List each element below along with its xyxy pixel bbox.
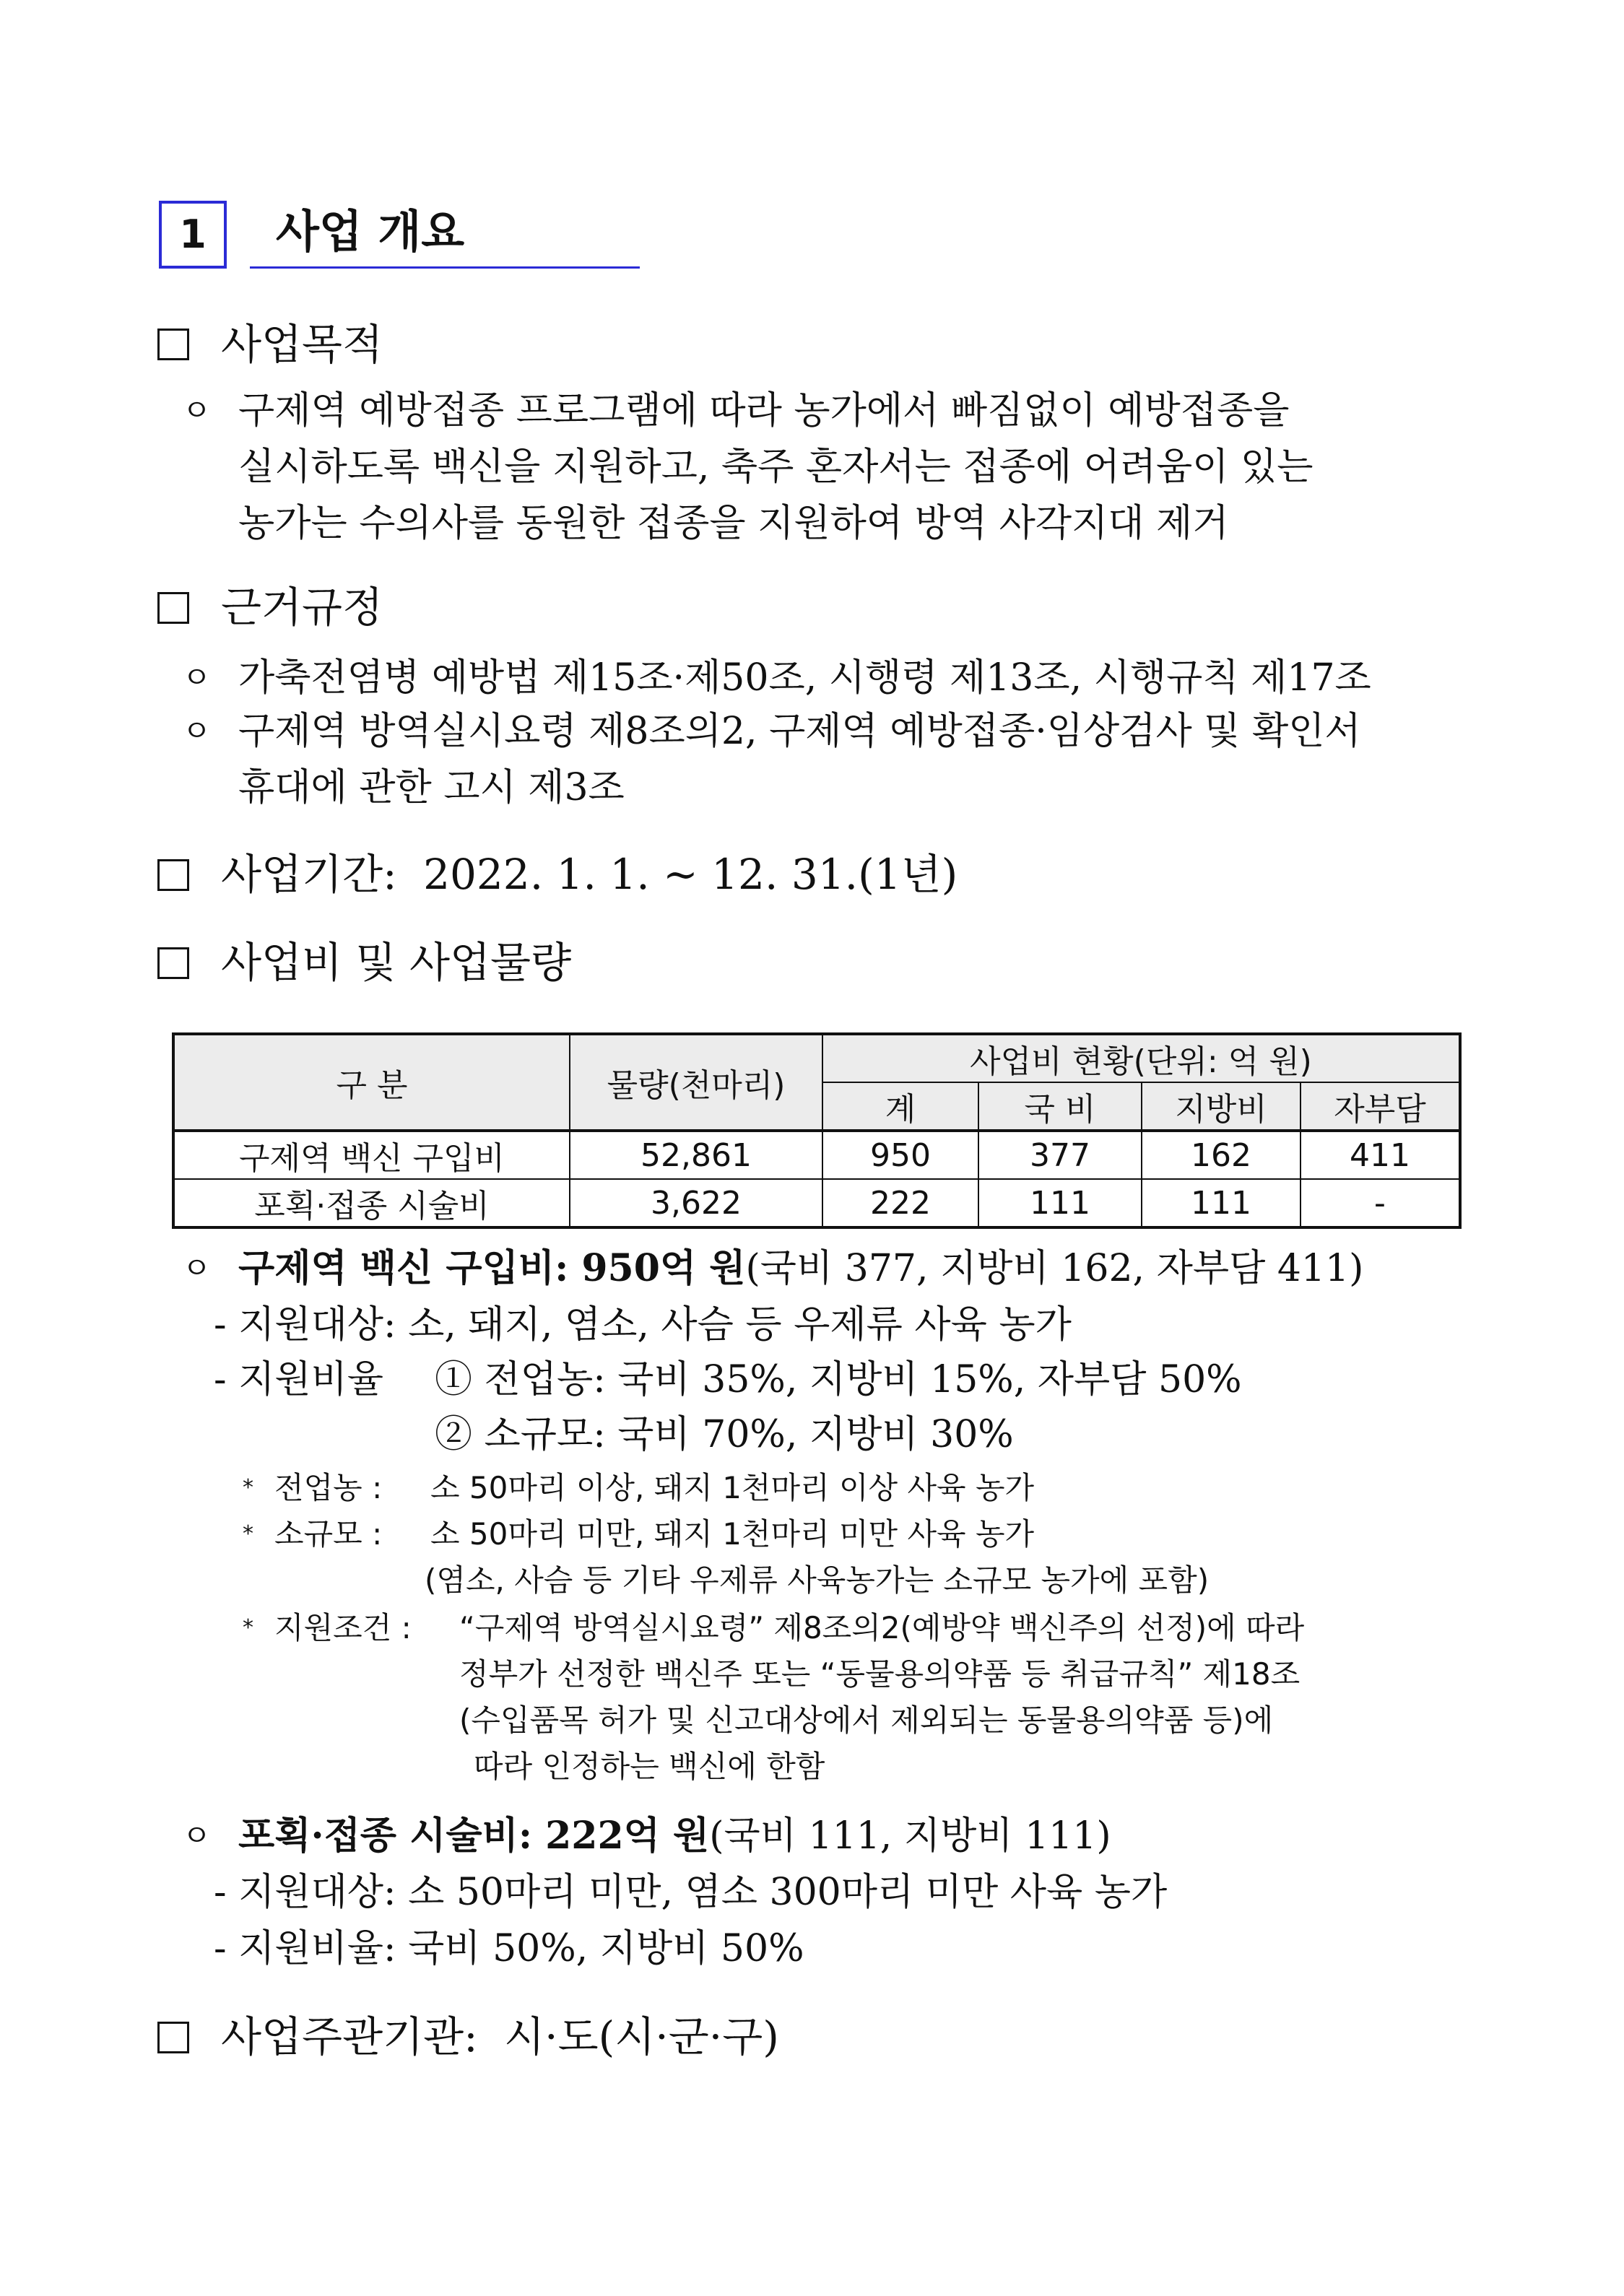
header-quantity: 물량(천마리) <box>570 1034 822 1131</box>
header-total: 계 <box>822 1082 978 1131</box>
checkbox-square-icon <box>157 947 189 979</box>
row-local: 162 <box>1142 1131 1300 1179</box>
row-category: 구제역 백신 구입비 <box>173 1131 570 1179</box>
checkbox-square-icon <box>157 2022 189 2053</box>
row-local: 111 <box>1142 1179 1300 1227</box>
agency-value: 시·도(시·군·구) <box>504 2012 779 2061</box>
checkbox-square-icon <box>157 859 189 891</box>
note-condition-line-3: (수입품목 허가 및 신고대상에서 제외되는 동물용의약품 등)에 <box>459 1703 1274 1738</box>
budget-table <box>172 1032 1462 1229</box>
vaccine-target: - 지원대상: 소, 돼지, 염소, 사슴 등 우제류 사육 농가 <box>214 1303 1072 1347</box>
agency-heading: 사업주관기관: <box>221 2012 478 2061</box>
row-national: 377 <box>978 1131 1142 1179</box>
basis-bullet-2: ㅇ <box>182 713 212 749</box>
period-heading: 사업기간: <box>221 850 397 899</box>
basis-heading: 근거규정 <box>221 583 383 632</box>
capture-title <box>238 1811 1111 1861</box>
note-star: * <box>243 1475 253 1500</box>
note-condition-line-1: “구제역 방역실시요령” 제8조의2(예방약 백신주의 선정)에 따라 <box>459 1610 1305 1645</box>
capture-target: - 지원대상: 소 50마리 미만, 염소 300마리 미만 사육 농가 <box>214 1871 1168 1914</box>
checkbox-square-icon <box>157 592 189 624</box>
capture-title-bold: 포획·접종 시술비: 222억 원 <box>238 1814 710 1858</box>
basis-bullet-1: ㅇ <box>182 660 212 695</box>
checkbox-square-icon <box>157 329 189 360</box>
capture-title-rest: (국비 111, 지방비 111) <box>709 1814 1111 1858</box>
row-self: - <box>1300 1179 1460 1227</box>
note-star: * <box>243 1521 253 1547</box>
capture-ratio: - 지원비율: 국비 50%, 지방비 50% <box>214 1927 804 1970</box>
basis-item-1: 가축전염병 예방법 제15조·제50조, 시행령 제13조, 시행규칙 제17조 <box>238 656 1371 700</box>
row-quantity: 52,861 <box>570 1131 822 1179</box>
note-condition-line-2: 정부가 선정한 백신주 또는 “동물용의약품 등 취급규칙” 제18조 <box>459 1656 1300 1692</box>
vaccine-ratio-label: - 지원비율 <box>214 1358 384 1401</box>
capture-bullet: ㅇ <box>182 1818 212 1853</box>
agency-row <box>221 2012 779 2062</box>
header-local: 지방비 <box>1142 1082 1300 1131</box>
header-budget-group: 사업비 현황(단위: 억 원) <box>822 1034 1460 1082</box>
row-self: 411 <box>1300 1131 1460 1179</box>
purpose-line-1: 구제역 예방접종 프로그램에 따라 농가에서 빠짐없이 예방접종을 <box>238 389 1290 432</box>
header-national: 국 비 <box>978 1082 1142 1131</box>
note-small-line-1: 소 50마리 미만, 돼지 1천마리 미만 사육 농가 <box>430 1516 1035 1552</box>
budget-heading: 사업비 및 사업물량 <box>221 938 572 987</box>
purpose-heading: 사업목적 <box>221 320 383 369</box>
table-row <box>173 1179 1460 1227</box>
note-condition-line-4: 따라 인정하는 백신에 한함 <box>474 1749 825 1784</box>
row-quantity: 3,622 <box>570 1179 822 1227</box>
note-label-fulltime: 전업농 : <box>274 1470 383 1505</box>
header-category: 구 분 <box>173 1034 570 1131</box>
vaccine-title-bold: 구제역 백신 구입비: 950억 원 <box>238 1246 746 1290</box>
row-total: 950 <box>822 1131 978 1179</box>
purpose-line-2: 실시하도록 백신을 지원하고, 축주 혼자서는 접종에 어려움이 있는 <box>238 445 1313 489</box>
vaccine-title <box>238 1243 1363 1294</box>
note-label-small: 소규모 : <box>274 1516 383 1552</box>
purpose-bullet: ㅇ <box>182 393 212 428</box>
vaccine-title-rest: (국비 377, 지방비 162, 자부담 411) <box>745 1247 1364 1290</box>
row-national: 111 <box>978 1179 1142 1227</box>
note-small-line-2: (염소, 사슴 등 기타 우제류 사육농가는 소규모 농가에 포함) <box>425 1562 1210 1598</box>
header-self: 자부담 <box>1300 1082 1460 1131</box>
basis-item-2-line-1: 구제역 방역실시요령 제8조의2, 구제역 예방접종·임상검사 및 확인서 <box>238 710 1361 753</box>
row-category: 포획·접종 시술비 <box>173 1179 570 1227</box>
note-fulltime-line-1: 소 50마리 이상, 돼지 1천마리 이상 사육 농가 <box>430 1470 1035 1505</box>
basis-item-2-line-2: 휴대에 관한 고시 제3조 <box>238 766 625 809</box>
purpose-line-3: 농가는 수의사를 동원한 접종을 지원하여 방역 사각지대 제거 <box>238 502 1229 545</box>
table-row <box>173 1131 1460 1179</box>
section-title: 사업 개요 <box>250 201 640 269</box>
section-number: 1 <box>159 201 227 269</box>
vaccine-bullet: ㅇ <box>182 1251 212 1286</box>
row-total: 222 <box>822 1179 978 1227</box>
period-row <box>221 849 958 900</box>
note-label-condition: 지원조건 : <box>274 1610 412 1645</box>
vaccine-ratio-2: ② 소규모: 국비 70%, 지방비 30% <box>435 1413 1014 1456</box>
vaccine-ratio-1: ① 전업농: 국비 35%, 지방비 15%, 자부담 50% <box>435 1358 1242 1401</box>
period-value: 2022. 1. 1. ~ 12. 31.(1년) <box>423 850 958 899</box>
note-star: * <box>243 1615 253 1640</box>
